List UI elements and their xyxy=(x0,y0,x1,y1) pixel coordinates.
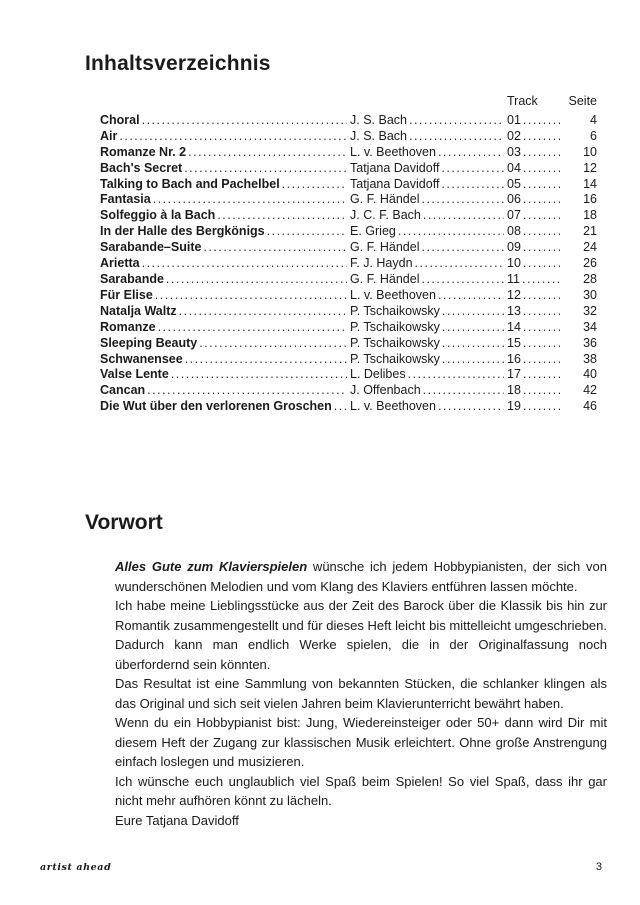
dot-leader xyxy=(442,352,504,368)
track-number: 09 xyxy=(507,240,521,255)
toc-row xyxy=(100,383,597,399)
foreword-signature: Eure Tatjana Davidoff xyxy=(115,812,239,828)
toc-row xyxy=(100,367,597,383)
toc-row xyxy=(100,352,597,368)
track-number: 06 xyxy=(507,192,521,207)
dot-leader xyxy=(267,224,347,240)
dot-leader xyxy=(142,113,347,129)
dot-leader xyxy=(421,272,504,288)
track-number: 18 xyxy=(507,383,521,398)
composer-name: E. Grieg xyxy=(350,224,396,239)
piece-title: Cancan xyxy=(100,383,146,398)
composer-name: L. Delibes xyxy=(350,367,406,382)
toc-row xyxy=(100,113,597,129)
dot-leader xyxy=(523,352,560,368)
composer-name: J. C. F. Bach xyxy=(350,208,421,223)
toc-rows xyxy=(100,113,597,415)
dot-leader xyxy=(188,145,347,161)
toc-row xyxy=(100,224,597,240)
composer-name: P. Tschaikowsky xyxy=(350,335,440,350)
page-number-value: 28 xyxy=(583,271,597,286)
toc-row xyxy=(100,177,597,193)
dot-leader xyxy=(523,113,560,129)
dot-leader xyxy=(523,177,560,193)
foreword-body xyxy=(115,557,607,830)
dot-leader xyxy=(158,320,347,336)
dot-leader xyxy=(147,383,347,399)
page-number-value: 26 xyxy=(583,256,597,271)
page-number-value: 32 xyxy=(583,303,597,318)
composer-name: Tatjana Davidoff xyxy=(350,160,440,175)
toc-row xyxy=(100,320,597,336)
dot-leader xyxy=(523,224,560,240)
page-number: 3 xyxy=(595,861,602,873)
piece-title: Choral xyxy=(100,112,140,127)
table-of-contents xyxy=(100,94,597,415)
dot-leader xyxy=(153,192,347,208)
page-number-value: 4 xyxy=(590,112,597,127)
foreword-paragraph: Das Resultat ist eine Sammlung von bekannten Stücken, die schlanker klingen als das Original und sich seit vielen Jahren beim Klavierunterricht bewährt haben. xyxy=(115,676,607,711)
piece-title: Valse Lente xyxy=(100,367,169,382)
track-number: 02 xyxy=(507,128,521,143)
toc-row xyxy=(100,208,597,224)
dot-leader xyxy=(522,272,560,288)
composer-name: G. F. Händel xyxy=(350,192,420,207)
dot-leader xyxy=(199,336,347,352)
track-number: 16 xyxy=(507,351,521,366)
dot-leader xyxy=(423,208,504,224)
foreword-paragraph: Ich wünsche euch unglaublich viel Spaß beim Spielen! So viel Spaß, dass ihr gar nicht mehr aufhören könnt zu lächeln. xyxy=(115,773,607,809)
page-number-value: 24 xyxy=(583,240,597,255)
page-number-value: 38 xyxy=(583,351,597,366)
toc-row xyxy=(100,256,597,272)
composer-name: P. Tschaikowsky xyxy=(350,351,440,366)
toc-row xyxy=(100,288,597,304)
dot-leader xyxy=(523,145,560,161)
piece-title: Sleeping Beauty xyxy=(100,335,198,350)
piece-title: Solfeggio à la Bach xyxy=(100,208,216,223)
piece-title: Natalja Waltz xyxy=(100,303,177,318)
page-number-value: 18 xyxy=(583,208,597,223)
dot-leader xyxy=(438,288,504,304)
foreword-section xyxy=(85,511,607,830)
toc-row xyxy=(100,129,597,145)
dot-leader xyxy=(523,367,560,383)
composer-name: Tatjana Davidoff xyxy=(350,176,440,191)
piece-title: Sarabande–Suite xyxy=(100,240,202,255)
toc-row xyxy=(100,145,597,161)
foreword-paragraph-text: wünsche ich jedem Hobbypianisten, der sich von wunderschönen Melodien und vom Klang des Klaviers entführen lassen möchte. xyxy=(115,559,607,594)
page-number-value: 40 xyxy=(583,367,597,382)
dot-leader xyxy=(523,208,560,224)
track-number: 11 xyxy=(507,271,520,286)
track-number: 13 xyxy=(507,303,521,318)
toc-row xyxy=(100,272,597,288)
track-number: 14 xyxy=(507,319,521,334)
toc-row xyxy=(100,336,597,352)
toc-row xyxy=(100,161,597,177)
piece-title: Romanze xyxy=(100,319,156,334)
dot-leader xyxy=(409,129,504,145)
toc-header-row xyxy=(100,94,597,110)
piece-title: Für Elise xyxy=(100,287,153,302)
page-number-value: 21 xyxy=(583,224,597,239)
page-number-value: 42 xyxy=(583,383,597,398)
page-footer xyxy=(40,861,602,873)
toc-header-track: Track xyxy=(507,94,538,108)
dot-leader xyxy=(409,113,504,129)
dot-leader xyxy=(442,320,504,336)
page-number-value: 14 xyxy=(583,176,597,191)
dot-leader xyxy=(523,129,560,145)
dot-leader xyxy=(441,177,504,193)
composer-name: L. v. Beethoven xyxy=(350,144,436,159)
page-number-value: 36 xyxy=(583,335,597,350)
foreword-title: Vorwort xyxy=(85,511,163,535)
track-number: 10 xyxy=(507,256,521,271)
dot-leader xyxy=(523,304,560,320)
foreword-paragraph: Ich habe meine Lieblingsstücke aus der Zeit des Barock über die Klassik bis hin zur Romantik zusammengestellt und für dieses Heft leicht bis mittelleicht umgeschrieben. Dadurch kann man endlich Werke spielen, die in der Originalfassung noch überfordernd sein könnten. xyxy=(115,598,607,672)
piece-title: Schwanensee xyxy=(100,351,183,366)
dot-leader xyxy=(179,304,347,320)
page-number-value: 6 xyxy=(590,128,597,143)
dot-leader xyxy=(171,367,347,383)
toc-row xyxy=(100,304,597,320)
dot-leader xyxy=(523,383,560,399)
piece-title: Die Wut über den verlorenen Groschen xyxy=(100,399,332,414)
dot-leader xyxy=(421,240,504,256)
track-number: 12 xyxy=(507,287,521,302)
dot-leader xyxy=(408,367,504,383)
composer-name: J. S. Bach xyxy=(350,112,407,127)
dot-leader xyxy=(398,224,504,240)
dot-leader xyxy=(155,288,347,304)
dot-leader xyxy=(203,240,347,256)
dot-leader xyxy=(415,256,504,272)
dot-leader xyxy=(442,336,504,352)
composer-name: L. v. Beethoven xyxy=(350,287,436,302)
toc-row xyxy=(100,240,597,256)
page-number-value: 30 xyxy=(583,287,597,302)
dot-leader xyxy=(438,145,504,161)
piece-title: Romanze Nr. 2 xyxy=(100,144,187,159)
toc-row xyxy=(100,192,597,208)
piece-title: Sarabande xyxy=(100,271,164,286)
brand-logo: artist ahead xyxy=(40,862,112,873)
composer-name: P. Tschaikowsky xyxy=(350,319,440,334)
page-number-value: 46 xyxy=(583,399,597,414)
piece-title: Talking to Bach and Pachelbel xyxy=(100,176,280,191)
dot-leader xyxy=(523,288,560,304)
dot-leader xyxy=(423,383,504,399)
dot-leader xyxy=(166,272,347,288)
page-number-value: 12 xyxy=(583,160,597,175)
foreword-lead-phrase: Alles Gute zum Klavierspielen xyxy=(115,559,308,575)
dot-leader xyxy=(184,161,347,177)
dot-leader xyxy=(142,256,347,272)
track-number: 04 xyxy=(507,160,521,175)
track-number: 19 xyxy=(507,399,521,414)
dot-leader xyxy=(282,177,347,193)
page-number-value: 34 xyxy=(583,319,597,334)
composer-name: F. J. Haydn xyxy=(350,256,413,271)
dot-leader xyxy=(119,129,347,145)
composer-name: P. Tschaikowsky xyxy=(350,303,440,318)
foreword-paragraph xyxy=(115,557,607,596)
track-number: 15 xyxy=(507,335,521,350)
dot-leader xyxy=(441,161,504,177)
dot-leader xyxy=(523,336,560,352)
composer-name: J. S. Bach xyxy=(350,128,407,143)
dot-leader xyxy=(442,304,504,320)
dot-leader xyxy=(523,320,560,336)
piece-title: Arietta xyxy=(100,256,140,271)
dot-leader xyxy=(523,161,560,177)
piece-title: Air xyxy=(100,128,118,143)
toc-header-seite: Seite xyxy=(568,94,597,108)
dot-leader xyxy=(523,399,560,415)
dot-leader xyxy=(523,240,560,256)
composer-name: L. v. Beethoven xyxy=(350,399,436,414)
toc-row xyxy=(100,399,597,415)
composer-name: G. F. Händel xyxy=(350,240,420,255)
dot-leader xyxy=(217,208,347,224)
composer-name: G. F. Händel xyxy=(350,271,420,286)
track-number: 17 xyxy=(507,367,521,382)
track-number: 08 xyxy=(507,224,521,239)
piece-title: Bach's Secret xyxy=(100,160,183,175)
dot-leader xyxy=(438,399,504,415)
piece-title: Fantasia xyxy=(100,192,151,207)
page-number-value: 16 xyxy=(583,192,597,207)
composer-name: J. Offenbach xyxy=(350,383,421,398)
dot-leader xyxy=(334,399,347,415)
toc-title: Inhaltsverzeichnis xyxy=(85,52,271,75)
dot-leader xyxy=(523,192,560,208)
dot-leader xyxy=(421,192,504,208)
track-number: 07 xyxy=(507,208,521,223)
dot-leader xyxy=(185,352,347,368)
page-number-value: 10 xyxy=(583,144,597,159)
track-number: 01 xyxy=(507,112,521,127)
track-number: 05 xyxy=(507,176,521,191)
piece-title: In der Halle des Bergkönigs xyxy=(100,224,265,239)
dot-leader xyxy=(523,256,560,272)
foreword-paragraph: Wenn du ein Hobbypianist bist: Jung, Wiedereinsteiger oder 50+ dann wird Dir mit diesem Heft der Zugang zur klassischen Musik erleichtert. Ohne große Anstrengung einfach loslegen und musizieren. xyxy=(115,715,607,770)
track-number: 03 xyxy=(507,144,521,159)
